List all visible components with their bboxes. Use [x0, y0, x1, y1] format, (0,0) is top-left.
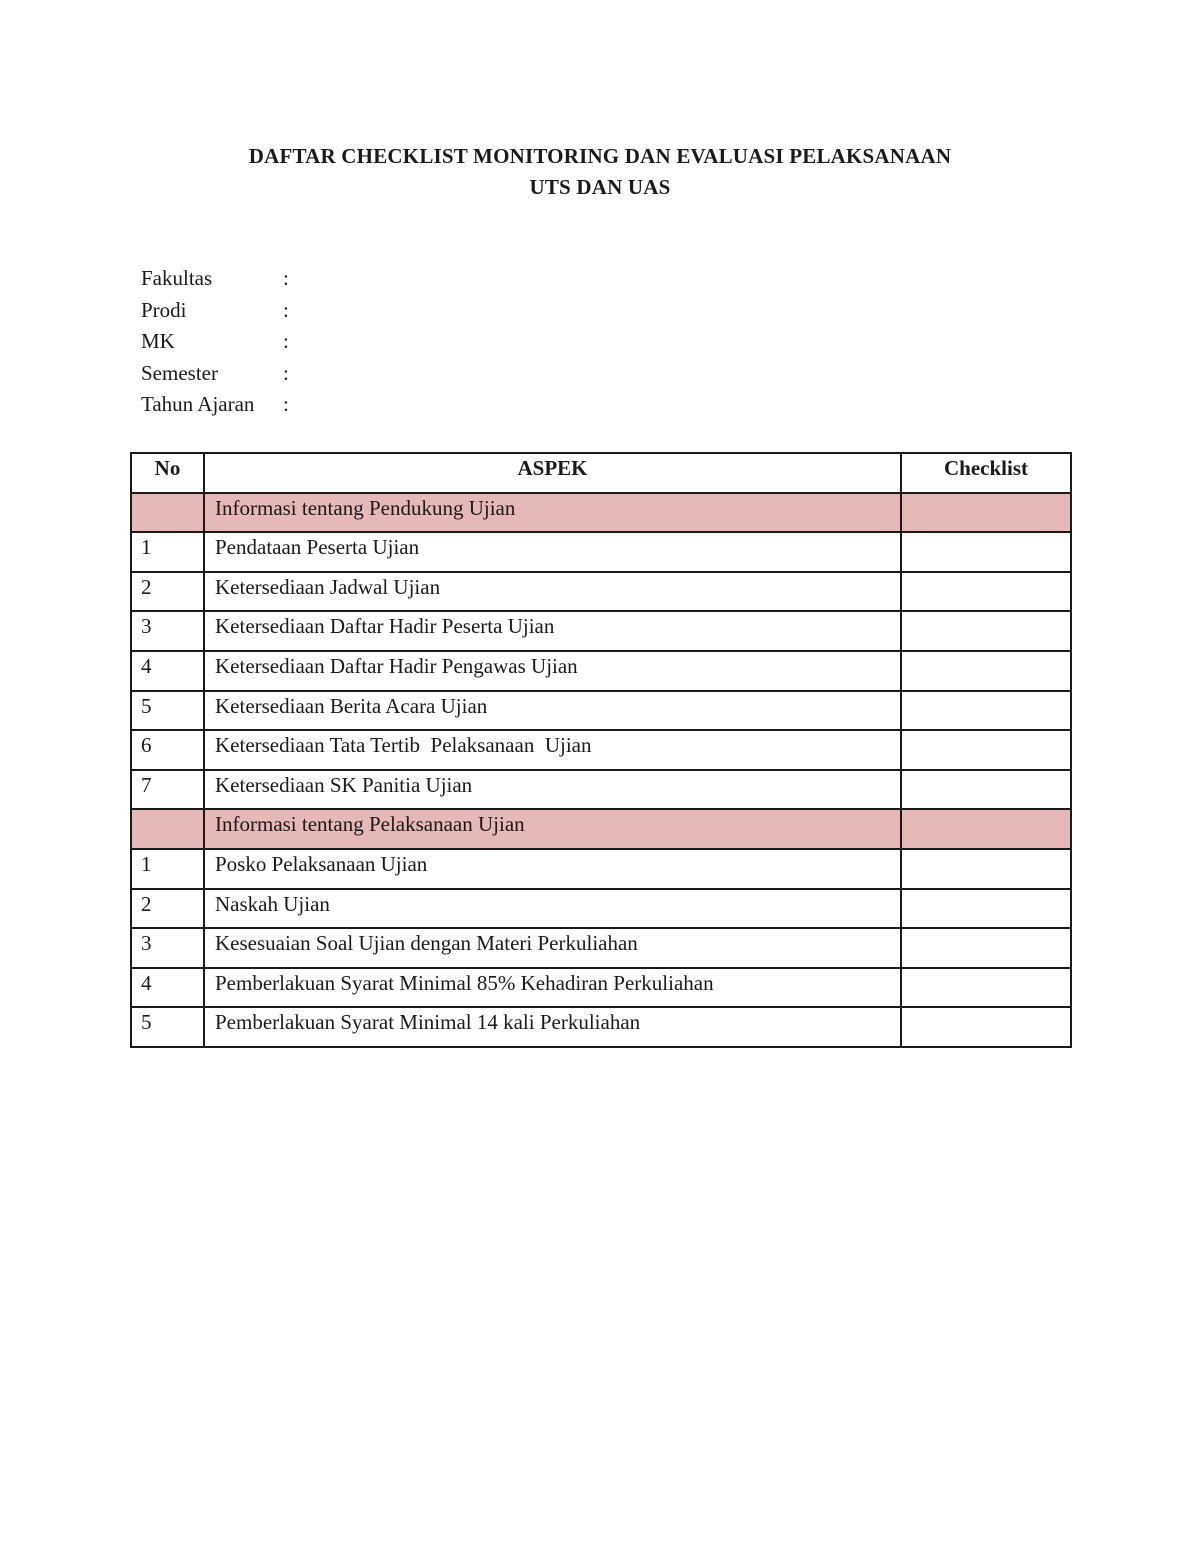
table-row — [131, 691, 1071, 731]
info-field-mk — [141, 326, 303, 358]
info-separator: : — [283, 392, 289, 417]
cell-no: 5 — [131, 691, 204, 731]
info-label: Prodi — [141, 297, 187, 322]
cell-aspek: Informasi tentang Pelaksanaan Ujian — [204, 809, 901, 849]
cell-no: 2 — [131, 572, 204, 612]
table-row — [131, 1007, 1071, 1047]
cell-checklist[interactable] — [901, 1007, 1071, 1047]
cell-no: 1 — [131, 849, 204, 889]
info-field-tahun-ajaran — [141, 389, 303, 421]
cell-no: 5 — [131, 1007, 204, 1047]
checklist-table — [130, 452, 1072, 1048]
section-row — [131, 809, 1071, 849]
cell-no: 4 — [131, 968, 204, 1008]
cell-checklist[interactable] — [901, 730, 1071, 770]
table-row — [131, 532, 1071, 572]
cell-aspek: Ketersediaan Tata Tertib Pelaksanaan Ujian — [204, 730, 901, 770]
table-row — [131, 849, 1071, 889]
info-label: MK — [141, 329, 175, 354]
table-row — [131, 928, 1071, 968]
header-no: No — [131, 453, 204, 493]
cell-checklist[interactable] — [901, 651, 1071, 691]
header-aspek: ASPEK — [204, 453, 901, 493]
cell-checklist — [901, 493, 1071, 533]
table-row — [131, 651, 1071, 691]
cell-aspek: Pemberlakuan Syarat Minimal 14 kali Perkuliahan — [204, 1007, 901, 1047]
cell-checklist[interactable] — [901, 572, 1071, 612]
info-separator: : — [283, 266, 289, 291]
document-subtitle: UTS DAN UAS — [529, 175, 671, 199]
cell-checklist[interactable] — [901, 849, 1071, 889]
cell-checklist[interactable] — [901, 889, 1071, 929]
info-label: Tahun Ajaran — [141, 392, 255, 417]
info-label: Fakultas — [141, 266, 213, 291]
cell-checklist[interactable] — [901, 611, 1071, 651]
table-row — [131, 968, 1071, 1008]
cell-aspek: Kesesuaian Soal Ujian dengan Materi Perkuliahan — [204, 928, 901, 968]
info-fields — [141, 263, 303, 421]
cell-aspek: Ketersediaan Daftar Hadir Peserta Ujian — [204, 611, 901, 651]
info-label: Semester — [141, 360, 218, 385]
cell-aspek: Pemberlakuan Syarat Minimal 85% Kehadiran Perkuliahan — [204, 968, 901, 1008]
cell-no: 3 — [131, 611, 204, 651]
info-separator: : — [283, 329, 289, 354]
cell-aspek: Naskah Ujian — [204, 889, 901, 929]
table-row — [131, 572, 1071, 612]
cell-checklist — [901, 809, 1071, 849]
info-field-semester — [141, 358, 303, 390]
cell-aspek: Posko Pelaksanaan Ujian — [204, 849, 901, 889]
cell-aspek: Ketersediaan SK Panitia Ujian — [204, 770, 901, 810]
table-row — [131, 889, 1071, 929]
table-row — [131, 611, 1071, 651]
cell-no — [131, 809, 204, 849]
info-field-prodi — [141, 295, 303, 327]
cell-no — [131, 493, 204, 533]
table-row — [131, 770, 1071, 810]
cell-checklist[interactable] — [901, 928, 1071, 968]
cell-checklist[interactable] — [901, 691, 1071, 731]
header-checklist: Checklist — [901, 453, 1071, 493]
cell-aspek: Ketersediaan Berita Acara Ujian — [204, 691, 901, 731]
cell-aspek: Informasi tentang Pendukung Ujian — [204, 493, 901, 533]
cell-no: 2 — [131, 889, 204, 929]
cell-aspek: Ketersediaan Jadwal Ujian — [204, 572, 901, 612]
cell-checklist[interactable] — [901, 770, 1071, 810]
info-separator: : — [283, 297, 289, 322]
info-field-fakultas — [141, 263, 303, 295]
cell-aspek: Ketersediaan Daftar Hadir Pengawas Ujian — [204, 651, 901, 691]
table-row — [131, 730, 1071, 770]
cell-no: 4 — [131, 651, 204, 691]
document-title: DAFTAR CHECKLIST MONITORING DAN EVALUASI PELAKSANAAN — [248, 144, 952, 168]
cell-checklist[interactable] — [901, 968, 1071, 1008]
cell-no: 6 — [131, 730, 204, 770]
cell-no: 7 — [131, 770, 204, 810]
cell-checklist[interactable] — [901, 532, 1071, 572]
section-row — [131, 493, 1071, 533]
cell-no: 1 — [131, 532, 204, 572]
table-header-row — [131, 453, 1071, 493]
cell-no: 3 — [131, 928, 204, 968]
cell-aspek: Pendataan Peserta Ujian — [204, 532, 901, 572]
info-separator: : — [283, 360, 289, 385]
